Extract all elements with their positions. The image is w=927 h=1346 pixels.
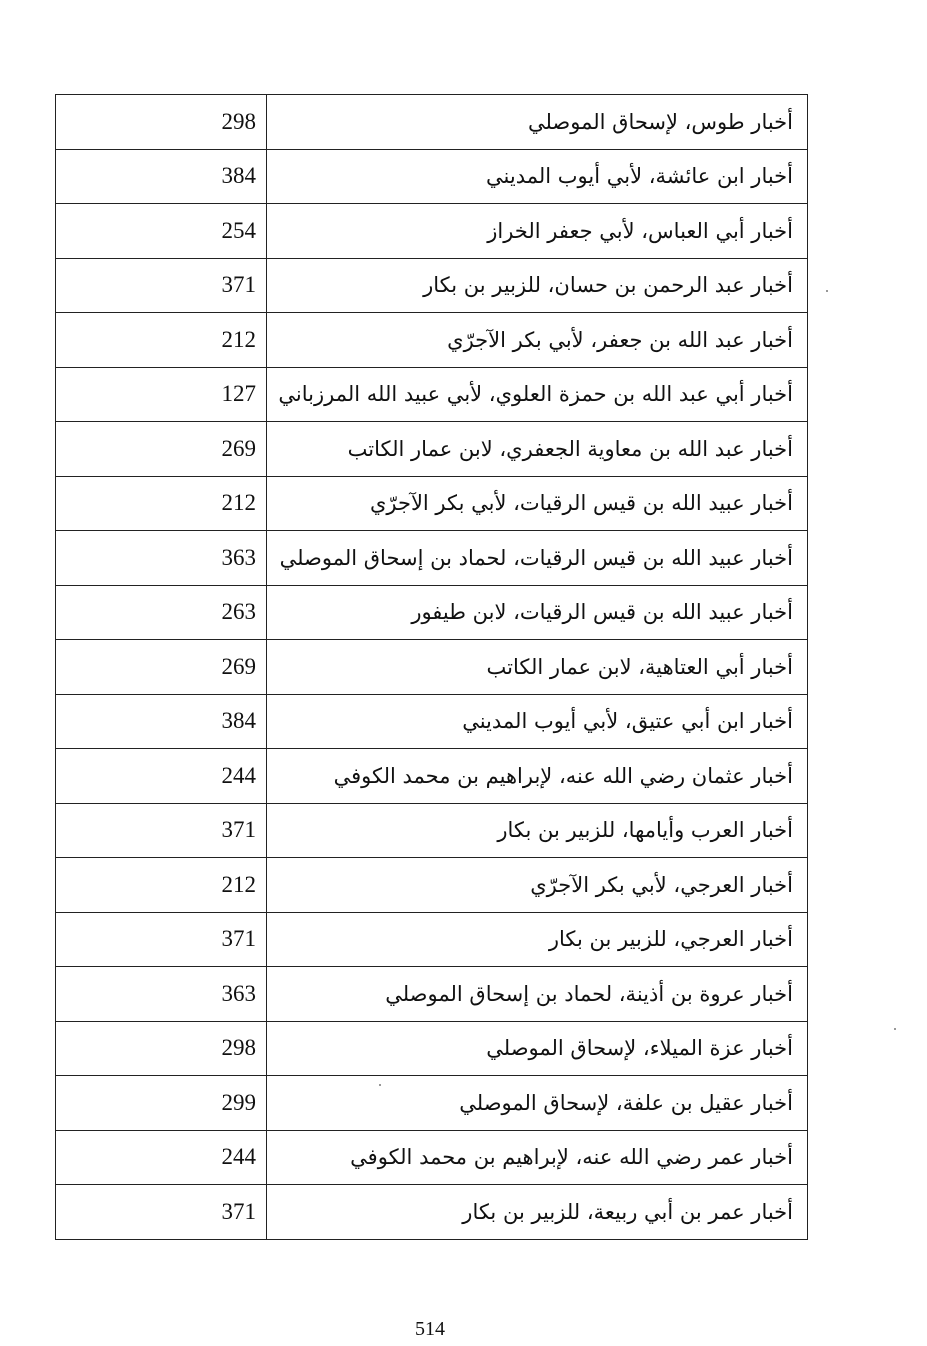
page-reference: 244 xyxy=(56,1130,267,1185)
entry-title: أخبار عبيد الله بن قيس الرقيات، لحماد بن إسحاق الموصلي xyxy=(267,531,808,586)
page-reference: 384 xyxy=(56,149,267,204)
table-row xyxy=(56,967,808,1022)
table-row xyxy=(56,1021,808,1076)
scan-speck xyxy=(826,290,828,292)
entry-title: أخبار عزة الميلاء، لإسحاق الموصلي xyxy=(267,1021,808,1076)
entry-title: أخبار عروة بن أذينة، لحماد بن إسحاق الموصلي xyxy=(267,967,808,1022)
entry-title: أخبار ابن أبي عتيق، لأبي أيوب المديني xyxy=(267,694,808,749)
page-reference: 212 xyxy=(56,313,267,368)
page-reference: 371 xyxy=(56,912,267,967)
table-row xyxy=(56,858,808,913)
entry-title: أخبار عبد الله بن معاوية الجعفري، لابن عمار الكاتب xyxy=(267,422,808,477)
table-row xyxy=(56,1076,808,1131)
table-row xyxy=(56,585,808,640)
table-row xyxy=(56,422,808,477)
page-reference: 363 xyxy=(56,531,267,586)
page-reference: 127 xyxy=(56,367,267,422)
page-reference: 269 xyxy=(56,422,267,477)
table-row xyxy=(56,749,808,804)
entry-title: أخبار طوس، لإسحاق الموصلي xyxy=(267,95,808,150)
entry-title: أخبار عمر رضي الله عنه، لإبراهيم بن محمد الكوفي xyxy=(267,1130,808,1185)
table-row xyxy=(56,803,808,858)
index-table xyxy=(55,94,808,1240)
page-reference: 269 xyxy=(56,640,267,695)
table-row xyxy=(56,149,808,204)
scan-speck xyxy=(379,1084,381,1086)
page-reference: 212 xyxy=(56,476,267,531)
page-reference: 244 xyxy=(56,749,267,804)
table-row xyxy=(56,694,808,749)
scan-speck xyxy=(894,1028,896,1030)
page-reference: 254 xyxy=(56,204,267,259)
index-table-body xyxy=(56,95,808,1240)
page-reference: 298 xyxy=(56,1021,267,1076)
entry-title: أخبار عقيل بن علفة، لإسحاق الموصلي xyxy=(267,1076,808,1131)
entry-title: أخبار عمر بن أبي ربيعة، للزبير بن بكار xyxy=(267,1185,808,1240)
table-row xyxy=(56,1130,808,1185)
entry-title: أخبار العرجي، لأبي بكر الآجرّي xyxy=(267,858,808,913)
entry-title: أخبار العرب وأيامها، للزبير بن بكار xyxy=(267,803,808,858)
page-reference: 212 xyxy=(56,858,267,913)
entry-title: أخبار عبيد الله بن قيس الرقيات، لأبي بكر الآجرّي xyxy=(267,476,808,531)
page-reference: 298 xyxy=(56,95,267,150)
entry-title: أخبار عبد الرحمن بن حسان، للزبير بن بكار xyxy=(267,258,808,313)
page-reference: 299 xyxy=(56,1076,267,1131)
entry-title: أخبار أبي عبد الله بن حمزة العلوي، لأبي عبيد الله المرزباني xyxy=(267,367,808,422)
table-row xyxy=(56,313,808,368)
page-reference: 371 xyxy=(56,1185,267,1240)
table-row xyxy=(56,1185,808,1240)
entry-title: أخبار العرجي، للزبير بن بكار xyxy=(267,912,808,967)
table-row xyxy=(56,367,808,422)
page-reference: 263 xyxy=(56,585,267,640)
table-row xyxy=(56,640,808,695)
page-reference: 371 xyxy=(56,803,267,858)
entry-title: أخبار أبي العتاهية، لابن عمار الكاتب xyxy=(267,640,808,695)
table-row xyxy=(56,204,808,259)
page-reference: 371 xyxy=(56,258,267,313)
entry-title: أخبار عبيد الله بن قيس الرقيات، لابن طيفور xyxy=(267,585,808,640)
table-row xyxy=(56,258,808,313)
entry-title: أخبار عثمان رضي الله عنه، لإبراهيم بن محمد الكوفي xyxy=(267,749,808,804)
page-reference: 363 xyxy=(56,967,267,1022)
table-row xyxy=(56,531,808,586)
table-row xyxy=(56,95,808,150)
page-reference: 384 xyxy=(56,694,267,749)
table-row xyxy=(56,476,808,531)
table-row xyxy=(56,912,808,967)
page-number: 514 xyxy=(415,1318,445,1340)
entry-title: أخبار أبي العباس، لأبي جعفر الخراز xyxy=(267,204,808,259)
entry-title: أخبار ابن عائشة، لأبي أيوب المديني xyxy=(267,149,808,204)
entry-title: أخبار عبد الله بن جعفر، لأبي بكر الآجرّي xyxy=(267,313,808,368)
